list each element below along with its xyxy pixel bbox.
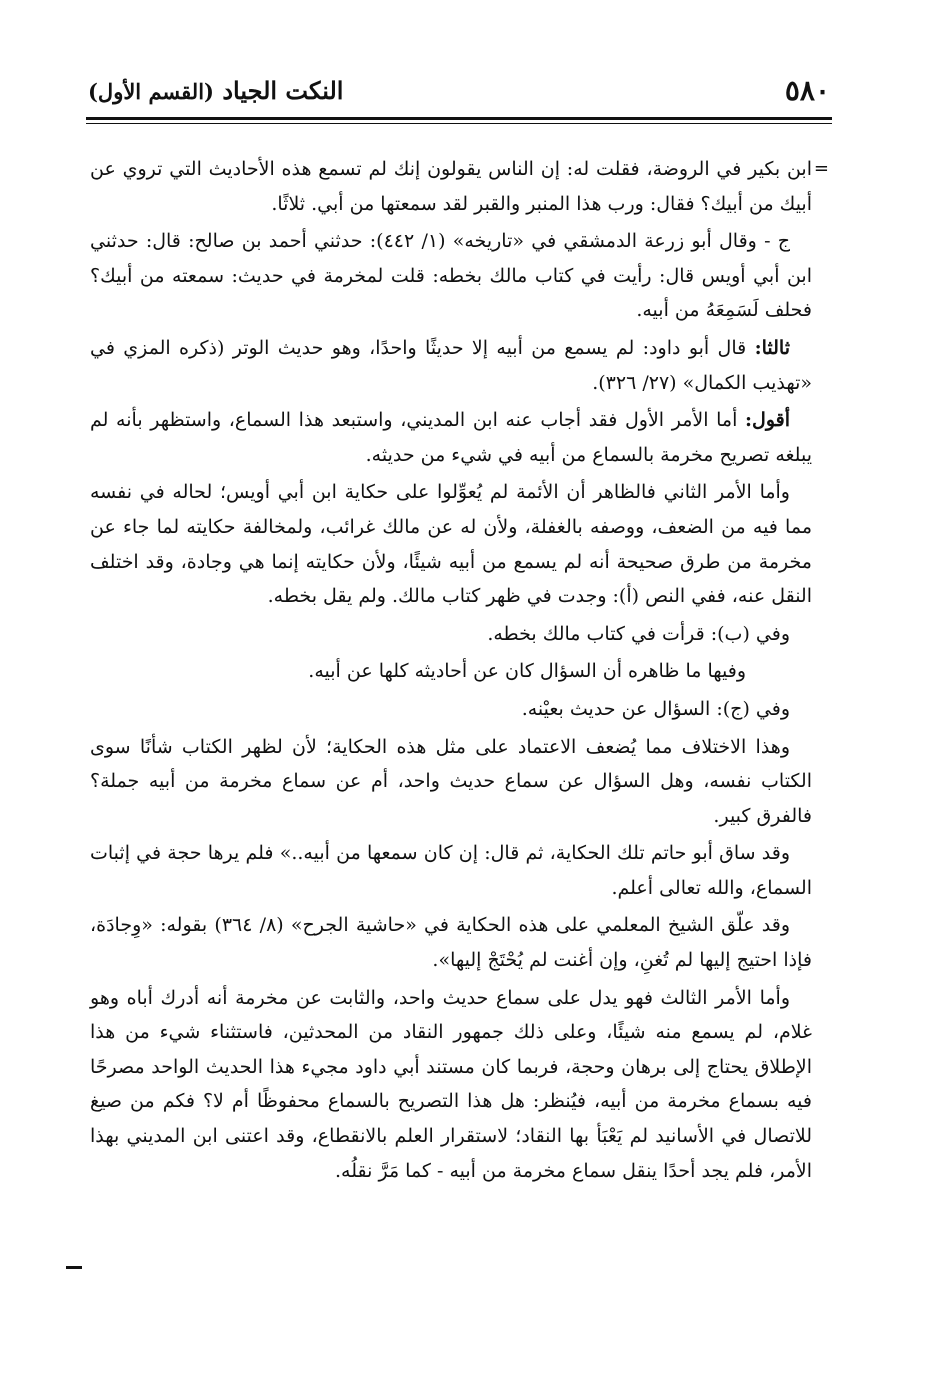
paragraph-text: وفيها ما ظاهره أن السؤال كان عن أحاديثه كلها عن أبيه. [308, 660, 746, 683]
paragraph-lead: أقول: [745, 409, 791, 432]
paragraph [90, 331, 812, 400]
page-header [88, 74, 830, 114]
running-title [88, 76, 343, 105]
paragraph [90, 654, 812, 689]
paragraph-text: وفي (ج): السؤال عن حديث بعيْنه. [521, 697, 790, 720]
paragraph [90, 475, 812, 613]
book-title: النكت الجياد [222, 76, 344, 105]
header-rule-thin [86, 123, 832, 124]
paragraph-text: أما الأمر الأول فقد أجاب عنه ابن المديني، واستبعد هذا السماع، واستظهر بأنه لم يبلغه تصريح مخرمة بالسماع من أبيه في شيء من حديثه. [90, 409, 812, 466]
paragraph-text: وقد ساق أبو حاتم تلك الحكاية، ثم قال: إن كان سمعها من أبيه..» فلم يرها حجة في إثبات السماع، والله تعالى أعلم. [90, 842, 812, 899]
continuation-mark: = [813, 158, 829, 179]
paragraph [90, 908, 812, 977]
paragraph [90, 617, 812, 652]
header-rule-thick [86, 117, 832, 120]
paragraph [90, 403, 812, 472]
paragraph-text: قال أبو داود: لم يسمع من أبيه إلا حديثًا واحدًا، وهو حديث الوتر (ذكره المزي في «تهذيب الكمال» (٢٧/ ٣٢٦). [90, 336, 812, 394]
paragraph-lead: ثالثا: [754, 336, 790, 359]
paragraph-text: وأما الأمر الثالث فهو يدل على سماع حديث واحد، والثابت عن مخرمة أنه أدرك أباه وهو غلام، لم يسمع منه شيئًا، وعلى ذلك جمهور النقاد من المحدثين، فاستثناء شيء من هذا الإطلاق يحتاج إلى برهان وحجة، فربما كان مستند أبي داود مجيء هذا الحديث الواحد مصرحًا فيه بسماع مخرمة من أبيه، فيُنظر: هل هذا التصريح بالسماع محفوظًا أم لا؟ فكم من صيغ للاتصال في الأسانيد لم يَعْبَأ بها النقاد؛ لاستقرار العلم بالانقطاع، وقد اعتنى ابن المديني بهذا الأمر، فلم يجد أحدًا ينقل سماع مخرمة من أبيه - كما مَرَّ نقلُه. [90, 986, 813, 1182]
paragraph-text: ج - وقال أبو زرعة الدمشقي في «تاريخه» (١/ ٤٤٢): حدثني أحمد بن صالح: قال: حدثني ابن أبي أويس قال: رأيت في كتاب مالك بخطه: قلت لمخرمة في حديث: سمعته من أبيك؟ فحلف لَسَمِعَهُ من أبيه. [90, 230, 812, 322]
paragraph [90, 730, 812, 834]
paragraph [90, 152, 812, 221]
section-label: (القسم الأول) [88, 79, 214, 104]
paragraph [90, 981, 812, 1189]
paragraph [90, 692, 812, 727]
paragraph-text: وهذا الاختلاف مما يُضعف الاعتماد على مثل هذه الحكاية؛ لأن لظهر الكتاب شأنًا سوى الكتاب نفسه، وهل السؤال عن سماع حديث واحد، أم عن سماع مخرمة من أبيه جملة؟ فالفرق كبير. [90, 735, 812, 827]
paragraph-text: وقد علّق الشيخ المعلمي على هذه الحكاية في «حاشية الجرح» (٨/ ٣٦٤) بقوله: «وِجادَة، فإذا احتيج إليها لم تُغنِ، وإن أغنت لم يُحْتَجْ إليها». [90, 914, 812, 972]
margin-mark [66, 1266, 82, 1269]
body-text [90, 152, 812, 1191]
paragraph [90, 836, 812, 905]
paragraph-text: ابن بكير في الروضة، فقلت له: إن الناس يقولون إنك لم تسمع هذه الأحاديث التي تروي عن أبيك من أبيك؟ فقال: ورب هذا المنبر والقبر لقد سمعتها من أبي. ثلاثًا. [90, 158, 812, 215]
paragraph [90, 224, 812, 328]
paragraph-text: وأما الأمر الثاني فالظاهر أن الأئمة لم يُعوِّلوا على حكاية ابن أبي أويس؛ لحاله في نفسه مما فيه من الضعف، ووصفه بالغفلة، ولأن له عن مالك غرائب، ولمخالفة حكايته لما جاء عن مخرمة من طرق صحيحة أنه لم يسمع من أبيه شيئًا، ولأن حكايته إنما هي وجادة، وقد اختلف النقل عنه، ففي النص (أ): وجدت في ظهر كتاب مالك. ولم يقل بخطه. [90, 481, 812, 608]
paragraph-text: وفي (ب): قرأت في كتاب مالك بخطه. [487, 622, 790, 645]
page-number: ٥٨٠ [784, 74, 830, 107]
